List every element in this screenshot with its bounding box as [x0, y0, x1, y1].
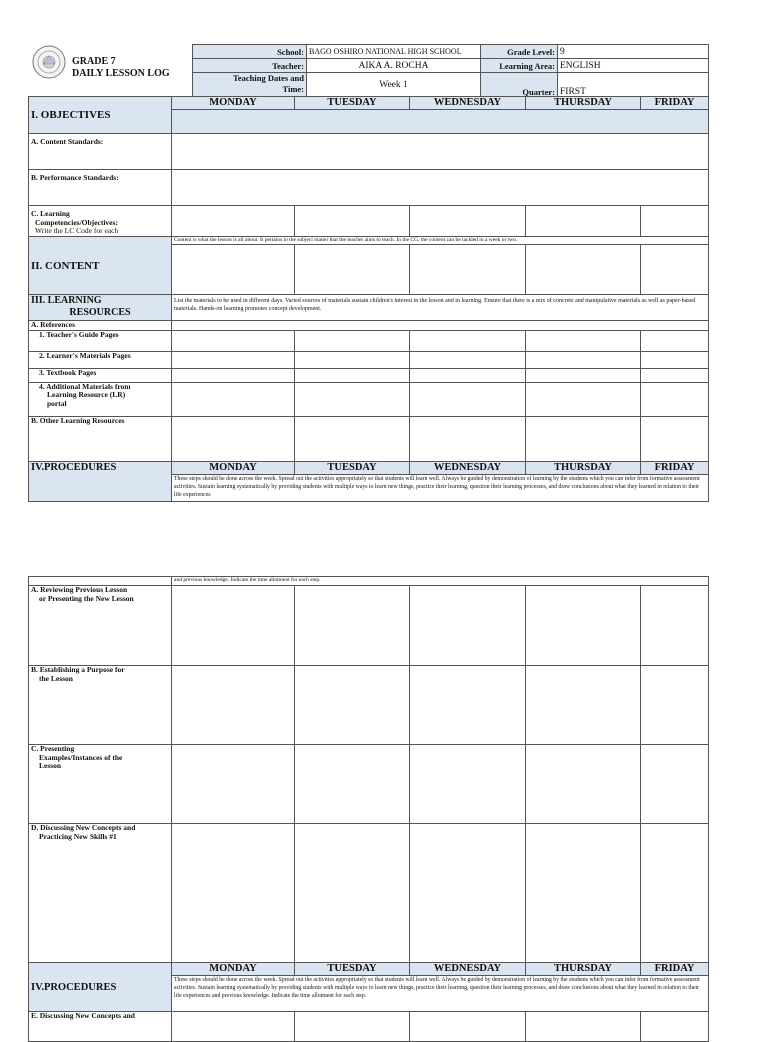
reviewing-lesson-line1: A. Reviewing Previous Lesson: [31, 585, 128, 594]
discussing-concepts-2-label: E. Discussing New Concepts and: [29, 1012, 172, 1042]
competencies-monday[interactable]: [172, 206, 295, 237]
objectives-heading: I. OBJECTIVES: [29, 97, 172, 134]
tg-tuesday[interactable]: [295, 330, 410, 351]
performance-standards-input[interactable]: [172, 170, 709, 206]
lesson-log-table-page2: [28, 576, 709, 1042]
teacher-label: Teacher:: [193, 59, 307, 73]
lm-friday[interactable]: [641, 351, 709, 368]
presenting-examples-line2: Examples/Instances of the: [39, 752, 123, 762]
presenting-examples-label: [29, 745, 172, 824]
learning-resources-heading: [29, 295, 172, 321]
competencies-label-line3: Write the LC Code for each: [35, 226, 119, 235]
presenting-examples-line3: Lesson: [39, 761, 62, 770]
c-monday[interactable]: [172, 745, 295, 824]
competencies-label: [29, 206, 172, 237]
proc2-day-friday: FRIDAY: [641, 963, 709, 976]
additional-materials-line2: Learning Resource (LR): [47, 390, 126, 399]
proc2-day-tuesday: TUESDAY: [295, 963, 410, 976]
c-friday[interactable]: [641, 745, 709, 824]
additional-tuesday[interactable]: [295, 382, 410, 416]
discussing-concepts-1-line2: Practicing New Skills #1: [39, 831, 117, 841]
lm-monday[interactable]: [172, 351, 295, 368]
competencies-label-line1: C. Learning: [31, 209, 70, 218]
discussing-concepts-1-line1: D. Discussing New Concepts and: [31, 823, 136, 832]
objectives-span: [172, 110, 709, 134]
b-thursday[interactable]: [526, 666, 641, 745]
performance-standards-label: B. Performance Standards:: [29, 170, 172, 206]
teacher-value: AIKA A. ROCHA: [307, 59, 481, 73]
day-header-wednesday: WEDNESDAY: [410, 97, 526, 110]
additional-monday[interactable]: [172, 382, 295, 416]
teachers-guide-label: 1. Teacher's Guide Pages: [29, 330, 172, 351]
day-header-thursday: THURSDAY: [526, 97, 641, 110]
d-tuesday[interactable]: [295, 824, 410, 963]
proc2-day-monday: MONDAY: [172, 963, 295, 976]
competencies-tuesday[interactable]: [295, 206, 410, 237]
d-monday[interactable]: [172, 824, 295, 963]
textbook-pages-label: 3. Textbook Pages: [29, 368, 172, 382]
school-label: School:: [193, 45, 307, 59]
additional-friday[interactable]: [641, 382, 709, 416]
establishing-purpose-line2: the Lesson: [39, 673, 73, 683]
proc-day-monday: MONDAY: [172, 461, 295, 474]
quarter-value: FIRST: [558, 73, 709, 98]
e-friday[interactable]: [641, 1012, 709, 1042]
lm-thursday[interactable]: [526, 351, 641, 368]
learning-resources-heading-line1: III. LEARNING: [31, 295, 102, 306]
d-thursday[interactable]: [526, 824, 641, 963]
proc-day-thursday: THURSDAY: [526, 461, 641, 474]
log-title: DAILY LESSON LOG: [72, 68, 170, 79]
content-standards-label: A. Content Standards:: [29, 134, 172, 170]
a-wednesday[interactable]: [410, 586, 526, 666]
content-heading: II. CONTENT: [29, 237, 172, 295]
procedures-note-repeat: These steps should be done across the week. Spread out the activities appropriately so that students will learn well. Always be guided by demonstration of learning by the students which you can infer from formative assessment activities. Sustain learning systematically by providing students with multiple ways to learn new things, practice their learning, question their learning processes, and draw conclusions about what they learned in relation to their life experiences and previous knowledge. Indicate the time allotment for each step.: [172, 976, 709, 1012]
learning-area-label: Learning Area:: [481, 59, 558, 73]
day-header-friday: FRIDAY: [641, 97, 709, 110]
proc-day-tuesday: TUESDAY: [295, 461, 410, 474]
textbook-friday[interactable]: [641, 368, 709, 382]
competencies-thursday[interactable]: [526, 206, 641, 237]
tg-monday[interactable]: [172, 330, 295, 351]
header-info-table: [192, 44, 709, 98]
proc2-day-thursday: THURSDAY: [526, 963, 641, 976]
d-wednesday[interactable]: [410, 824, 526, 963]
additional-materials-label: [29, 382, 172, 416]
c-tuesday[interactable]: [295, 745, 410, 824]
competencies-label-line2: Competencies/Objectives:: [35, 217, 118, 227]
b-wednesday[interactable]: [410, 666, 526, 745]
references-span: [172, 321, 709, 331]
grade-level-label: Grade Level:: [481, 45, 558, 59]
learning-resources-heading-line2: RESOURCES: [69, 307, 131, 318]
school-value: BAGO OSHIRO NATIONAL HIGH SCHOOL: [307, 45, 481, 59]
competencies-friday[interactable]: [641, 206, 709, 237]
procedures-note: These steps should be done across the week. Spread out the activities appropriately so that students will learn well. Always be guided by demonstration of learning by the students which you can infer from formative assessment activities. Sustain learning systematically by providing students with multiple ways to learn new things, practice their learning, question their learning processes, and draw conclusions about what they learned in relation to their life experiences: [172, 474, 709, 501]
content-standards-input[interactable]: [172, 134, 709, 170]
e-thursday[interactable]: [526, 1012, 641, 1042]
a-thursday[interactable]: [526, 586, 641, 666]
teaching-dates-label-line1: Teaching Dates and: [232, 73, 304, 83]
reviewing-lesson-line2: or Presenting the New Lesson: [39, 593, 134, 603]
tg-wednesday[interactable]: [410, 330, 526, 351]
grade-title: GRADE 7: [72, 56, 116, 67]
textbook-tuesday[interactable]: [295, 368, 410, 382]
content-thursday[interactable]: [526, 245, 641, 295]
proc-day-friday: FRIDAY: [641, 461, 709, 474]
b-monday[interactable]: [172, 666, 295, 745]
lm-tuesday[interactable]: [295, 351, 410, 368]
references-label: A. References: [29, 321, 172, 331]
additional-materials-line1: 4. Additional Materials from: [39, 382, 131, 391]
proc-day-wednesday: WEDNESDAY: [410, 461, 526, 474]
content-wednesday[interactable]: [410, 245, 526, 295]
other-thursday[interactable]: [526, 416, 641, 461]
a-tuesday[interactable]: [295, 586, 410, 666]
additional-wednesday[interactable]: [410, 382, 526, 416]
a-friday[interactable]: [641, 586, 709, 666]
textbook-thursday[interactable]: [526, 368, 641, 382]
other-monday[interactable]: [172, 416, 295, 461]
continued-label-cell: [29, 577, 172, 586]
other-wednesday[interactable]: [410, 416, 526, 461]
a-monday[interactable]: [172, 586, 295, 666]
procedures-note-continued: and previous knowledge. Indicate the time allotment for each step.: [172, 577, 709, 586]
teaching-dates-label-line2: Time:: [282, 84, 304, 94]
d-friday[interactable]: [641, 824, 709, 963]
procedures-heading: IV.PROCEDURES: [29, 461, 172, 501]
proc2-day-wednesday: WEDNESDAY: [410, 963, 526, 976]
learners-materials-label: 2. Learner's Materials Pages: [29, 351, 172, 368]
discussing-concepts-1-label: [29, 824, 172, 963]
e-tuesday[interactable]: [295, 1012, 410, 1042]
tg-friday[interactable]: [641, 330, 709, 351]
content-friday[interactable]: [641, 245, 709, 295]
day-header-monday: MONDAY: [172, 97, 295, 110]
establishing-purpose-line1: B. Establishing a Purpose for: [31, 665, 125, 674]
tg-thursday[interactable]: [526, 330, 641, 351]
learning-resources-note: List the materials to be used in different days. Varied sources of materials sustain children's interest in the lesson and in learning. Ensure that there is a mix of concrete and manipulative materials as well as paper-based materials. Hands-on learning promotes concept development.: [172, 295, 709, 321]
competencies-wednesday[interactable]: [410, 206, 526, 237]
content-monday[interactable]: [172, 245, 295, 295]
textbook-wednesday[interactable]: [410, 368, 526, 382]
procedures-heading-repeat: IV.PROCEDURES: [29, 963, 172, 1012]
presenting-examples-line1: C. Presenting: [31, 744, 75, 753]
other-friday[interactable]: [641, 416, 709, 461]
e-monday[interactable]: [172, 1012, 295, 1042]
grade-level-value: 9: [558, 45, 709, 59]
e-wednesday[interactable]: [410, 1012, 526, 1042]
textbook-monday[interactable]: [172, 368, 295, 382]
lesson-log-table-page1: [28, 96, 709, 502]
content-tuesday[interactable]: [295, 245, 410, 295]
quarter-label: Quarter:: [481, 73, 558, 98]
day-header-tuesday: TUESDAY: [295, 97, 410, 110]
establishing-purpose-label: [29, 666, 172, 745]
teaching-dates-value: Week 1: [307, 73, 481, 98]
lm-wednesday[interactable]: [410, 351, 526, 368]
other-tuesday[interactable]: [295, 416, 410, 461]
learning-area-value: ENGLISH: [558, 59, 709, 73]
content-note: Content is what the lesson is all about. It pertains to the subject matter that the teacher aims to teach. In the CG, the content can be tackled in a week or two.: [172, 237, 709, 245]
additional-thursday[interactable]: [526, 382, 641, 416]
teaching-dates-label: [193, 73, 307, 98]
c-thursday[interactable]: [526, 745, 641, 824]
reviewing-lesson-label: [29, 586, 172, 666]
deped-seal-icon: [32, 45, 66, 79]
c-wednesday[interactable]: [410, 745, 526, 824]
other-resources-label: B. Other Learning Resources: [29, 416, 172, 461]
b-tuesday[interactable]: [295, 666, 410, 745]
additional-materials-line3: portal: [47, 398, 67, 408]
b-friday[interactable]: [641, 666, 709, 745]
